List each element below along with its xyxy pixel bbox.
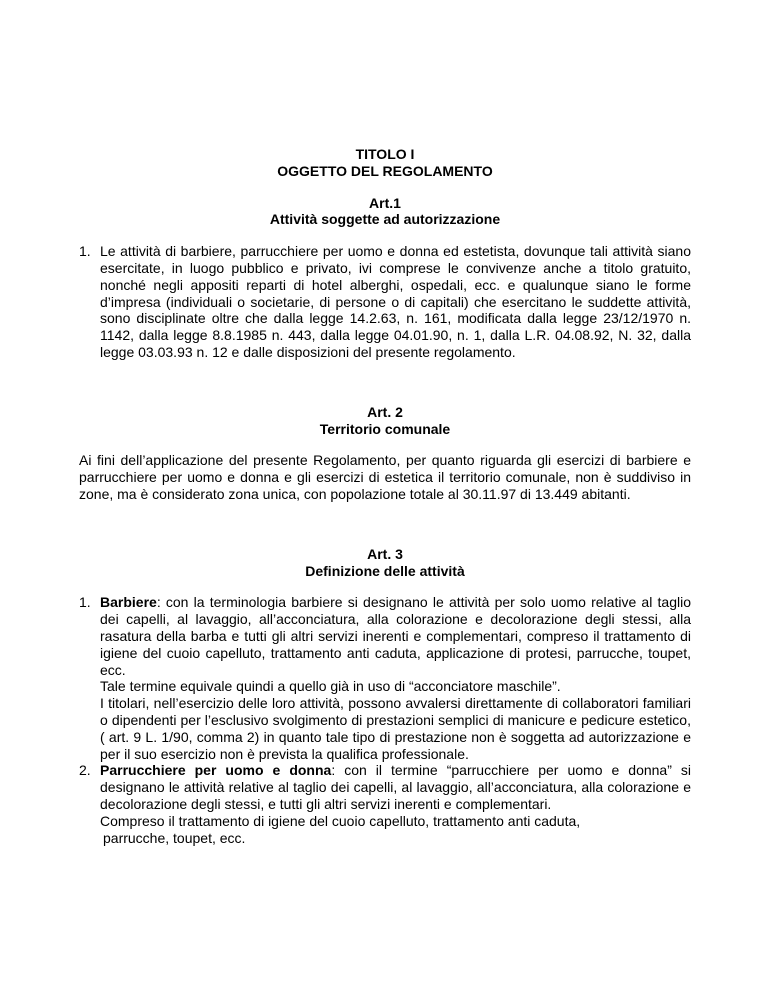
list-item-note: parrucche, toupet, ecc.: [103, 829, 246, 846]
art2-body: Ai fini dell’applicazione del presente Regolamento, per quanto riguarda gli esercizi di barbiere e parrucchiere per uomo e donna e gli esercizi di estetica il territorio comunale, non è suddiviso in zone, ma è considerato zona unica, con popolazione totale al 30.11.97 di 13.449 abitanti.: [79, 452, 691, 502]
art1-number: Art.1: [369, 194, 401, 211]
term-barbiere: Barbiere: [100, 594, 157, 611]
list-item: [79, 243, 691, 361]
art3-heading: [79, 546, 691, 580]
art2-title: Territorio comunale: [319, 420, 451, 437]
list-item-number: 2.: [79, 762, 91, 779]
art3-title: Definizione delle attività: [305, 562, 465, 579]
art3-number: Art. 3: [367, 545, 403, 562]
titolo-heading: [79, 146, 691, 180]
list-item-note: Compreso il trattamento di igiene del cuoio capelluto, trattamento anti caduta,: [100, 812, 581, 829]
art1-title: Attività soggette ad autorizzazione: [269, 211, 501, 228]
titolo-title: OGGETTO DEL REGOLAMENTO: [277, 162, 493, 179]
titolo-number: TITOLO I: [355, 146, 415, 162]
list-item-text: Le attività di barbiere, parrucchiere per uomo e donna ed estetista, dovunque tali attività siano esercitate, in luogo pubblico e privato, ivi comprese le convivenze anche a titolo gratuito, nonché negli appositi reparti di hotel alberghi, ospedali, ecc. e qualunque siano le forme d’impresa (individuali o societarie, di persone o di capitali) che esercitano le suddette attività, sono disciplinate oltre che dalla legge 14.2.63, n. 161, modificata dalla legge 23/12/1970 n. 1142, dalla legge 8.8.1985 n. 443, dalla legge 04.01.90, n. 1, dalla L.R. 04.08.92, N. 32, dalla legge 03.03.93 n. 12 e dalle disposizioni del presente regolamento.: [100, 243, 691, 360]
list-item-number: 1.: [79, 243, 91, 260]
definition-parrucchiere: : con il termine “parrucchiere per uomo e donna” si designano le attività relative al taglio dei capelli, al lavaggio, all’acconciatura, alla colorazione e decolorazione degli stessi, e tutti gli altri servizi inerenti e complementari.: [100, 762, 692, 812]
term-parrucchiere: Parrucchiere per uomo e donna: [100, 762, 332, 779]
list-item-note: Tale termine equivale quindi a quello già in uso di “acconciatore maschile”.: [100, 678, 561, 695]
list-item: [79, 594, 691, 762]
list-item-text: [100, 594, 691, 678]
art3-list: [79, 594, 691, 846]
document-body: [79, 146, 691, 846]
art1-heading: [79, 195, 691, 229]
art2-heading: [79, 404, 691, 438]
art2-number: Art. 2: [367, 403, 403, 420]
list-item: [79, 762, 691, 846]
list-item-note: I titolari, nell’esercizio delle loro attività, possono avvalersi direttamente di collaboratori familiari o dipendenti per l’esclusivo svolgimento di prestazioni semplici di manicure e pedicure estetico, ( art. 9 L. 1/90, comma 2) in quanto tale tipo di prestazione non è soggetta ad autorizzazione e per il suo esercizio non è prevista la qualifica professionale.: [100, 695, 691, 762]
list-item-text: [100, 762, 691, 812]
definition-barbiere: : con la terminologia barbiere si designano le attività per solo uomo relative al taglio dei capelli, al lavaggio, all’acconciatura, alla colorazione e decolorazione degli stessi, alla rasatura della barba e tutti gli altri servizi inerenti e complementari, compreso il trattamento di igiene del cuoio capelluto, trattamento anti caduta, applicazione di protesi, parrucche, toupet, ecc.: [100, 594, 691, 678]
art1-list: [79, 243, 691, 361]
list-item-number: 1.: [79, 594, 91, 611]
